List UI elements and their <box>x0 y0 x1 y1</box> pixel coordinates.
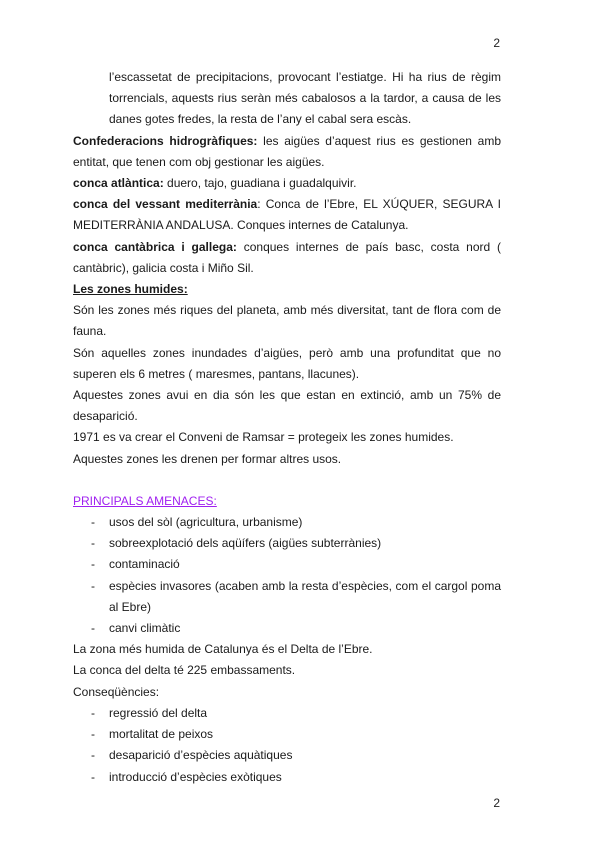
zones-humides-paragraph: Aquestes zones avui en dia són les que estan en extinció, amb un 75% de desaparició. <box>73 388 501 424</box>
intro-paragraph: l’escassetat de precipitacions, provocant l’estiatge. Hi ha rius de règim torrencials, aquests rius seràn més cabalosos a la tardor, a causa de les danes gotes fredes, la resta de l’any el cabal sera escàs. <box>109 70 501 127</box>
delta-line: La zona més humida de Catalunya és el Delta de l’Ebre. <box>73 642 373 657</box>
conca-cantabrica-paragraph <box>73 237 501 279</box>
confederacions-label: Confederacions hidrogràfiques: <box>73 133 258 148</box>
conca-atlantica-label: conca atlàntica: <box>73 176 164 191</box>
list-item: - espècies invasores (acaben amb la resta d’espècies, com el cargol poma al Ebre) <box>73 576 501 618</box>
consequences-list <box>73 703 501 788</box>
list-item: - canvi climàtic <box>73 618 501 639</box>
zones-humides-paragraph: Són aquelles zones inundades d’aigües, però amb una profunditat que no superen els 6 metres ( maresmes, pantans, llacunes). <box>73 345 501 381</box>
document-body <box>73 67 501 788</box>
zones-humides-paragraph: Aquestes zones les drenen per formar altres usos. <box>73 451 342 466</box>
list-item: - usos del sòl (agricultura, urbanisme) <box>73 512 501 533</box>
conca-mediterrania-text: : Conca de l’Ebre, EL XÚQUER, SEGURA I MEDITERRÀNIA ANDALUSA. Conques internes de Catalunya. <box>73 197 501 233</box>
consequences-label: Conseqüències: <box>73 684 160 699</box>
zones-humides-heading: Les zones humides: <box>73 282 188 297</box>
conca-cantabrica-text: conques internes de país basc, costa nord ( cantàbric), galicia costa i Miño Sil. <box>73 239 501 275</box>
conca-mediterrania-label: conca del vessant mediterrània <box>73 197 258 212</box>
confederacions-paragraph <box>73 131 501 173</box>
list-item: - sobreexplotació dels aqüífers (aigües subterrànies) <box>73 533 501 554</box>
page-number-bottom: 2 <box>493 796 500 810</box>
conca-atlantica-paragraph <box>73 173 501 194</box>
page-number-top: 2 <box>493 36 500 50</box>
list-item: - desaparició d’espècies aquàtiques <box>73 745 501 766</box>
confederacions-text: les aigües d’aquest rius es gestionen amb entitat, que tenen com obj gestionar les aigües. <box>73 133 501 169</box>
zones-humides-paragraph: Són les zones més riques del planeta, amb més diversitat, tant de flora com de fauna. <box>73 303 501 339</box>
spacer <box>73 470 501 491</box>
conca-atlantica-text: duero, tajo, guadiana i guadalquivir. <box>163 176 357 191</box>
delta-line: La conca del delta té 225 embassaments. <box>73 663 296 678</box>
conca-mediterrania-paragraph <box>73 194 501 236</box>
list-item: - introducció d’espècies exòtiques <box>73 767 501 788</box>
zones-humides-paragraph: 1971 es va crear el Conveni de Ramsar = protegeix les zones humides. <box>73 430 454 445</box>
list-item: - contaminació <box>73 554 501 575</box>
amenaces-list <box>73 512 501 639</box>
conca-cantabrica-label: conca cantàbrica i gallega: <box>73 239 237 254</box>
amenaces-heading: PRINCIPALS AMENACES: <box>73 493 217 508</box>
list-item: - regressió del delta <box>73 703 501 724</box>
list-item: - mortalitat de peixos <box>73 724 501 745</box>
